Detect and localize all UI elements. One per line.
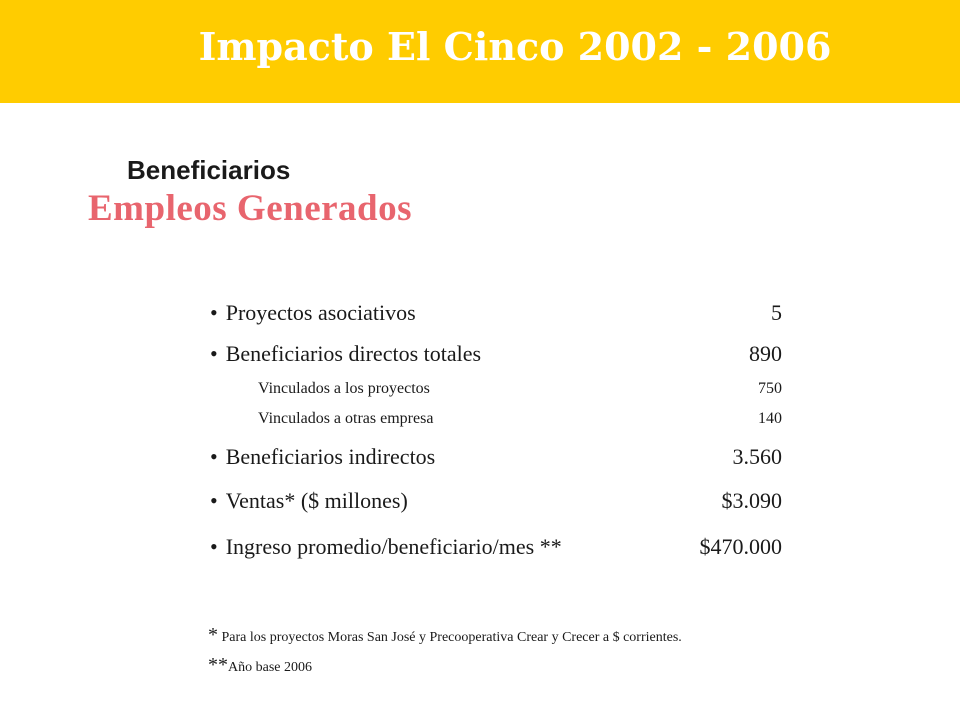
item-label: Proyectos asociativos [225,300,416,325]
item-value: 890 [749,341,782,366]
footnote-prices [208,624,682,647]
sub-item-label: Vinculados a los proyectos [258,380,430,397]
footnote-mark: * [208,624,218,646]
footnote-base-year [208,654,312,677]
list-item-ventas [210,488,782,518]
slide-title: Impacto El Cinco 2002 - 2006 [198,24,832,69]
item-label: Beneficiarios directos totales [225,341,482,366]
item-value: $470.000 [699,534,782,559]
section-heading: Empleos Generados [88,188,413,229]
bullet-icon: • [210,341,218,366]
item-label: Beneficiarios indirectos [225,444,436,469]
bullet-icon: • [210,534,218,559]
footnote-mark: ** [208,654,228,676]
sub-item-value: 750 [758,380,782,397]
list-item-proyectos-asociativos [210,300,782,330]
bullet-icon: • [210,444,218,469]
list-item-beneficiarios-directos [210,341,782,371]
list-item-ingreso-promedio [210,534,782,564]
sub-item-value: 140 [758,410,782,427]
bullet-icon: • [210,488,218,513]
footnote-text: Año base 2006 [228,660,312,675]
sub-item-vinculados-otras [210,410,782,440]
header-band [0,0,960,103]
item-label: Ingreso promedio/beneficiario/mes ** [225,534,562,559]
bullet-icon: • [210,300,218,325]
footnote-text: Para los proyectos Moras San José y Precooperativa Crear y Crecer a $ corrientes. [218,630,682,645]
sub-item-vinculados-proyectos [210,380,782,410]
sub-item-label: Vinculados a otras empresa [258,410,434,427]
section-label: Beneficiarios [127,155,291,185]
item-value: $3.090 [721,488,782,513]
list-item-beneficiarios-indirectos [210,444,782,474]
item-value: 5 [771,300,782,325]
item-value: 3.560 [732,444,782,469]
item-label: Ventas* ($ millones) [225,488,408,513]
